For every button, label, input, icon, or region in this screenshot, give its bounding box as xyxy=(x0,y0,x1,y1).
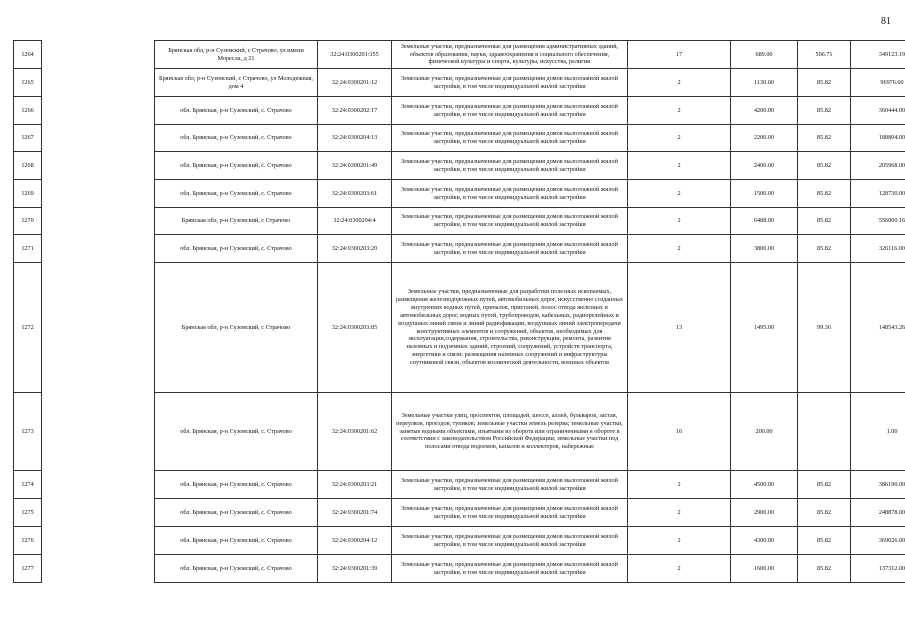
use-category-cell: 17 xyxy=(628,41,731,69)
specific-value-cell: 85.82 xyxy=(798,180,851,208)
row-number-cell: 1277 xyxy=(14,555,42,583)
cadastral-number-cell: 32:24:0300201:62 xyxy=(318,393,392,471)
specific-value-cell: 99.36 xyxy=(798,263,851,393)
address-cell: Брянская обл, р-н Суземский, с Страчово, ул имени Моресла, д 21 xyxy=(155,41,318,69)
specific-value-cell: 85.82 xyxy=(798,555,851,583)
empty-cell xyxy=(42,555,155,583)
table-row xyxy=(14,97,905,125)
use-category-cell: 2 xyxy=(628,125,731,152)
address-cell: Брянская обл, р-н Суземский, с Страчово xyxy=(155,263,318,393)
row-number-cell: 1266 xyxy=(14,97,42,125)
use-category-cell: 16 xyxy=(628,393,731,471)
empty-cell xyxy=(42,393,155,471)
specific-value-cell: 85.82 xyxy=(798,471,851,499)
address-cell: обл. Брянская, р-н Суземский, с. Страчово xyxy=(155,393,318,471)
area-cell: 6488.00 xyxy=(731,208,798,235)
cadastral-value-cell: 96976.60 xyxy=(851,69,905,97)
area-cell: 1495.00 xyxy=(731,263,798,393)
cadastral-number-cell: 32:24:0300201:74 xyxy=(318,499,392,527)
address-cell: обл. Брянская, р-н Суземский, с. Страчово xyxy=(155,555,318,583)
use-category-cell: 13 xyxy=(628,263,731,393)
address-cell: обл. Брянская, р-н Суземский, с. Страчово xyxy=(155,97,318,125)
specific-value-cell: 85.82 xyxy=(798,125,851,152)
table-row xyxy=(14,555,905,583)
land-use-cell: Земельные участки, предназначенные для размещения домов малоэтажной жилой застройки, в том числе индивидуальной жилой застройки xyxy=(392,180,628,208)
address-cell: обл. Брянская, р-н Суземский, с. Страчово xyxy=(155,125,318,152)
land-use-cell: Земельные участки, предназначенные для размещения домов малоэтажной жилой застройки, в том числе индивидуальной жилой застройки xyxy=(392,97,628,125)
cadastral-value-cell: 360444.00 xyxy=(851,97,905,125)
address-cell: обл. Брянская, р-н Суземский, с. Страчово xyxy=(155,499,318,527)
land-use-cell: Земельные участки, предназначенные для размещения домов малоэтажной жилой застройки, в том числе индивидуальной жилой застройки xyxy=(392,208,628,235)
area-cell: 200.00 xyxy=(731,393,798,471)
area-cell: 4500.00 xyxy=(731,471,798,499)
table-body xyxy=(14,41,905,583)
row-number-cell: 1274 xyxy=(14,471,42,499)
row-number-cell: 1264 xyxy=(14,41,42,69)
cadastral-number-cell: 32:24:0300201:39 xyxy=(318,555,392,583)
row-number-cell: 1271 xyxy=(14,235,42,263)
cadastral-value-cell: 556800.16 xyxy=(851,208,905,235)
use-category-cell: 2 xyxy=(628,471,731,499)
table-row xyxy=(14,471,905,499)
row-number-cell: 1276 xyxy=(14,527,42,555)
cadastral-number-cell: 32:24:0300203:85 xyxy=(318,263,392,393)
land-use-cell: Земельные участки, предназначенные для размещения домов малоэтажной жилой застройки, в том числе индивидуальной жилой застройки xyxy=(392,527,628,555)
cadastral-value-cell: 188804.00 xyxy=(851,125,905,152)
empty-cell xyxy=(42,97,155,125)
specific-value-cell: 85.82 xyxy=(798,235,851,263)
row-number-cell: 1267 xyxy=(14,125,42,152)
cadastral-number-cell: 32:24:0300203:61 xyxy=(318,180,392,208)
area-cell: 2900.00 xyxy=(731,499,798,527)
land-parcels-table xyxy=(13,40,905,583)
empty-cell xyxy=(42,263,155,393)
specific-value-cell: 85.82 xyxy=(798,208,851,235)
land-use-cell: Земельные участки, предназначенные для размещения домов малоэтажной жилой застройки, в том числе индивидуальной жилой застройки xyxy=(392,235,628,263)
area-cell: 1500.00 xyxy=(731,180,798,208)
specific-value-cell: 85.82 xyxy=(798,499,851,527)
address-cell: обл. Брянская, р-н Суземский, с. Страчово xyxy=(155,152,318,180)
land-use-cell: Земельные участки, предназначенные для размещения административных зданий, объектов образования, науки, здравоохранения и социального обеспечения, физической культуры и спорта, культуры, искусства, религии xyxy=(392,41,628,69)
cadastral-number-cell: 32:24:0300202:17 xyxy=(318,97,392,125)
address-cell: обл. Брянская, р-н Суземский, с. Страчово xyxy=(155,180,318,208)
cadastral-value-cell: 349123.19 xyxy=(851,41,905,69)
use-category-cell: 2 xyxy=(628,97,731,125)
address-cell: обл. Брянская, р-н Суземский, с. Страчово xyxy=(155,471,318,499)
table-row xyxy=(14,393,905,471)
page-number: 81 xyxy=(881,16,891,27)
table-row xyxy=(14,527,905,555)
cadastral-number-cell: 32:24:0300204:13 xyxy=(318,125,392,152)
land-use-cell: Земельные участки, предназначенные для размещения домов малоэтажной жилой застройки, в том числе индивидуальной жилой застройки xyxy=(392,125,628,152)
use-category-cell: 2 xyxy=(628,152,731,180)
empty-cell xyxy=(42,41,155,69)
empty-cell xyxy=(42,471,155,499)
empty-cell xyxy=(42,180,155,208)
cadastral-value-cell: 369026.00 xyxy=(851,527,905,555)
table-row xyxy=(14,235,905,263)
table-row xyxy=(14,180,905,208)
table-row xyxy=(14,41,905,69)
area-cell: 689.00 xyxy=(731,41,798,69)
empty-cell xyxy=(42,152,155,180)
use-category-cell: 2 xyxy=(628,208,731,235)
specific-value-cell: 85.82 xyxy=(798,69,851,97)
cadastral-number-cell: 32:24:0300204:4 xyxy=(318,208,392,235)
cadastral-value-cell: 148543.26 xyxy=(851,263,905,393)
cadastral-value-cell: 128730.00 xyxy=(851,180,905,208)
empty-cell xyxy=(42,125,155,152)
table-row xyxy=(14,499,905,527)
area-cell: 4300.00 xyxy=(731,527,798,555)
empty-cell xyxy=(42,235,155,263)
cadastral-value-cell: 137312.00 xyxy=(851,555,905,583)
land-use-cell: Земельные участки, предназначенные для размещения домов малоэтажной жилой застройки, в том числе индивидуальной жилой застройки xyxy=(392,555,628,583)
address-cell: обл. Брянская, р-н Суземский, с. Страчово xyxy=(155,235,318,263)
use-category-cell: 2 xyxy=(628,69,731,97)
table-row xyxy=(14,208,905,235)
specific-value-cell xyxy=(798,393,851,471)
cadastral-value-cell: 386190.00 xyxy=(851,471,905,499)
area-cell: 3800.00 xyxy=(731,235,798,263)
cadastral-value-cell: 326116.00 xyxy=(851,235,905,263)
address-cell: Брянская обл, р-н Суземский, с Страчово xyxy=(155,208,318,235)
cadastral-number-cell: 32:24:0300201:49 xyxy=(318,152,392,180)
row-number-cell: 1268 xyxy=(14,152,42,180)
cadastral-value-cell: 248878.00 xyxy=(851,499,905,527)
land-use-cell: Земельные участки, предназначенные для размещения домов малоэтажной жилой застройки, в том числе индивидуальной жилой застройки xyxy=(392,69,628,97)
use-category-cell: 2 xyxy=(628,555,731,583)
land-use-cell: Земельные участки, предназначенные для размещения домов малоэтажной жилой застройки, в том числе индивидуальной жилой застройки xyxy=(392,152,628,180)
land-use-cell: Земельные участки улиц, проспектов, площадей, шоссе, аллей, бульваров, застав, переулков, проездов, тупиков; земельные участки земель резерва; земельные участки, занятые водными объектами, изъятыми из оборота или ограниченными в обороте в соответствии с законодательством Российской Федерации; земельные участки под полосами отвода водоемов, каналов и коллекторов, набережные xyxy=(392,393,628,471)
use-category-cell: 2 xyxy=(628,235,731,263)
empty-cell xyxy=(42,69,155,97)
row-number-cell: 1265 xyxy=(14,69,42,97)
row-number-cell: 1273 xyxy=(14,393,42,471)
area-cell: 4200.00 xyxy=(731,97,798,125)
area-cell: 1600.00 xyxy=(731,555,798,583)
land-use-cell: Земельные участки, предназначенные для разработки полезных ископаемых, размещения железнодорожных путей, автомобильных дорог, искусственно созданных внутренних водных путей, причалов, пристаней, полос отвода железных и автомобильных дорог, водных путей, трубопроводов, кабельных, радиорелейных и воздушных линий связи и линий радиофикации, воздушных линий электропередачи конструктивных элементов и сооружений, объектов, необходимых для эксплуатации,содержания, строительства, реконструкции, ремонта, развития наземных и подземных зданий, строений, сооружений, устройств транспорта, энергетики и связи; размещения наземных сооружений и инфраструктуры спутниковой связи, объектов космической деятельности, военных объектов xyxy=(392,263,628,393)
cadastral-value-cell: 1.00 xyxy=(851,393,905,471)
address-cell: Брянская обл, р-н Суземский, с Страчово, ул Молодежная, дом 4 xyxy=(155,69,318,97)
row-number-cell: 1272 xyxy=(14,263,42,393)
empty-cell xyxy=(42,527,155,555)
table-row xyxy=(14,152,905,180)
table-row xyxy=(14,263,905,393)
use-category-cell: 2 xyxy=(628,527,731,555)
specific-value-cell: 506.71 xyxy=(798,41,851,69)
cadastral-number-cell: 32:24:0300203:21 xyxy=(318,471,392,499)
table-row xyxy=(14,69,905,97)
land-use-cell: Земельные участки, предназначенные для размещения домов малоэтажной жилой застройки, в том числе индивидуальной жилой застройки xyxy=(392,471,628,499)
table-row xyxy=(14,125,905,152)
area-cell: 1130.00 xyxy=(731,69,798,97)
row-number-cell: 1275 xyxy=(14,499,42,527)
address-cell: обл. Брянская, р-н Суземский, с. Страчово xyxy=(155,527,318,555)
use-category-cell: 2 xyxy=(628,499,731,527)
cadastral-number-cell: 32:24:0300201:155 xyxy=(318,41,392,69)
area-cell: 2400.00 xyxy=(731,152,798,180)
specific-value-cell: 85.82 xyxy=(798,527,851,555)
use-category-cell: 2 xyxy=(628,180,731,208)
row-number-cell: 1270 xyxy=(14,208,42,235)
row-number-cell: 1269 xyxy=(14,180,42,208)
cadastral-value-cell: 205968.00 xyxy=(851,152,905,180)
empty-cell xyxy=(42,208,155,235)
land-use-cell: Земельные участки, предназначенные для размещения домов малоэтажной жилой застройки, в том числе индивидуальной жилой застройки xyxy=(392,499,628,527)
specific-value-cell: 85.82 xyxy=(798,152,851,180)
cadastral-number-cell: 32:24:0300201:12 xyxy=(318,69,392,97)
specific-value-cell: 85.82 xyxy=(798,97,851,125)
cadastral-number-cell: 32:24:0300204:12 xyxy=(318,527,392,555)
cadastral-number-cell: 32:24:0300203:20 xyxy=(318,235,392,263)
empty-cell xyxy=(42,499,155,527)
area-cell: 2200.00 xyxy=(731,125,798,152)
